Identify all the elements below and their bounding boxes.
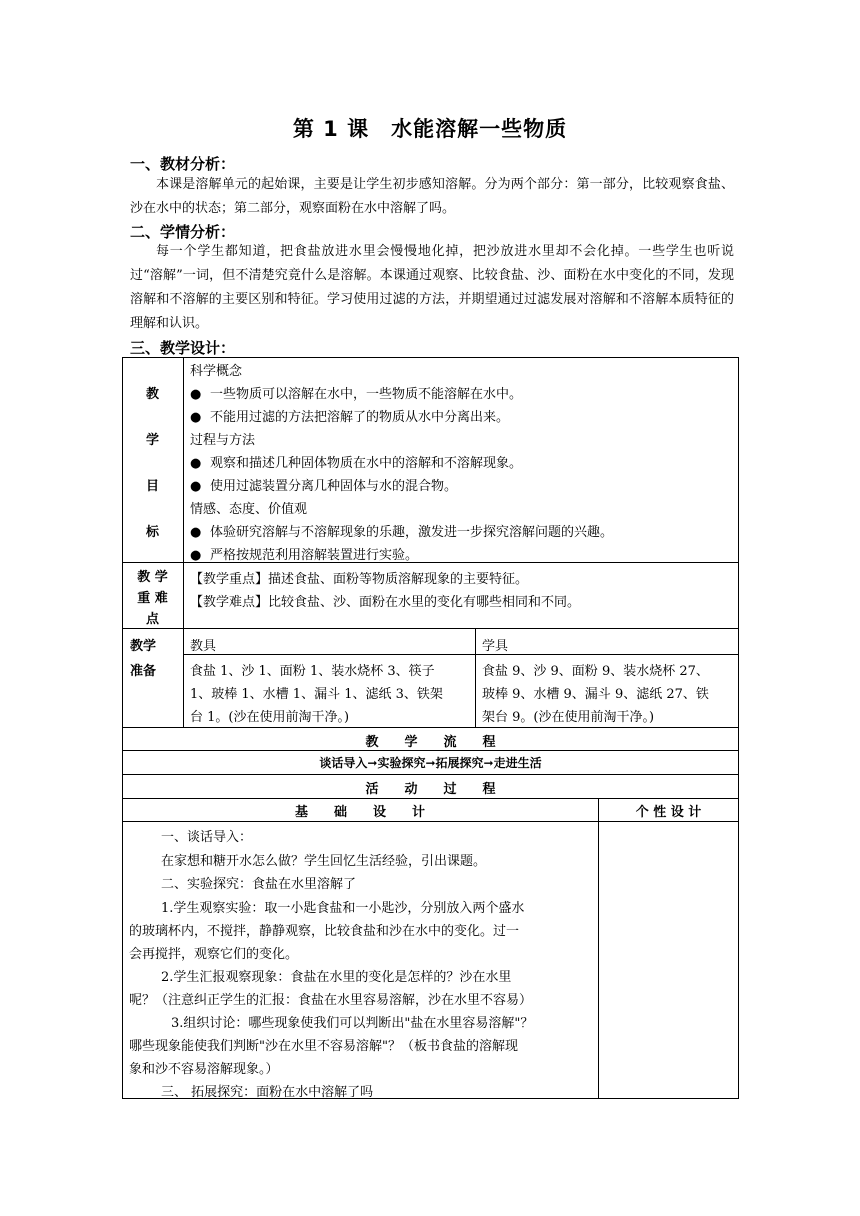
process-line: 3.组织讨论：哪些现象使我们可以判断出"盐在水里容易溶解"？ xyxy=(171,1016,534,1031)
student-tools-head: 学具 xyxy=(482,639,509,654)
section-heading-students: 二、学情分析： xyxy=(130,223,236,241)
process-line: 一、谈话导入： xyxy=(161,830,253,845)
table-divider xyxy=(475,628,476,727)
page-title xyxy=(0,113,860,143)
prep-label: 准备 xyxy=(130,664,157,679)
key-label: 教 学 xyxy=(137,570,168,585)
process-line: 的玻璃杯内，不搅拌，静静观察，比较食盐和沙在水中的变化。过一 xyxy=(129,924,520,939)
process-line: 象和沙不容易溶解现象。） xyxy=(129,1062,279,1077)
goals-item: ● 观察和描述几种固体物质在水中的溶解和不溶解现象。 xyxy=(190,456,523,471)
table-divider xyxy=(183,654,739,655)
process-line: 呢？（注意纠正学生的汇报：食盐在水里容易溶解，沙在水里不容易） xyxy=(129,993,533,1008)
process-line: 1.学生观察实验：取一小匙食盐和一小匙沙，分别放入两个盛水 xyxy=(161,901,525,916)
goals-category: 情感、态度、价值观 xyxy=(190,502,308,517)
goals-item: ● 不能用过滤的方法把溶解了的物质从水中分离出来。 xyxy=(190,410,510,425)
personal-design-heading: 个 性 设 计 xyxy=(635,805,702,820)
prep-label: 教学 xyxy=(130,639,157,654)
table-divider xyxy=(183,357,184,727)
basic-design-heading: 基 础 设 计 xyxy=(294,805,425,820)
table-divider xyxy=(122,727,739,728)
goals-item: ● 严格按规范利用溶解装置进行实验。 xyxy=(190,548,419,563)
process-line: 二、实验探究：食盐在水里溶解了 xyxy=(161,877,357,892)
activity-heading: 活 动 过 程 xyxy=(365,782,496,797)
goals-item: ● 体验研究溶解与不溶解现象的乐趣，激发进一步探究溶解问题的兴趣。 xyxy=(190,525,614,540)
table-divider xyxy=(122,750,739,751)
goals-label-char: 教 xyxy=(145,387,159,402)
student-tools-line: 食盐 9、沙 9、面粉 9、装水烧杯 27、 xyxy=(482,664,709,679)
lesson-name: 水能溶解一些物质 xyxy=(391,117,568,141)
process-line: 哪些现象能使我们判断"沙在水里不容易溶解"？（板书食盐的溶解现 xyxy=(129,1039,518,1054)
table-divider xyxy=(598,798,599,1099)
goals-category: 过程与方法 xyxy=(190,433,256,448)
goals-label-char: 学 xyxy=(145,433,159,448)
student-tools-line: 玻棒 9、水槽 9、漏斗 9、滤纸 27、铁 xyxy=(482,687,709,702)
table-divider xyxy=(122,821,739,822)
table-divider xyxy=(122,798,739,799)
goals-label-char: 标 xyxy=(145,525,159,540)
key-point: 【教学重点】描述食盐、面粉等物质溶解现象的主要特征。 xyxy=(190,572,529,587)
process-line: 三、 拓展探究：面粉在水中溶解了吗 xyxy=(161,1085,374,1100)
table-divider xyxy=(122,628,739,629)
section-text-students: 每一个学生都知道，把食盐放进水里会慢慢地化掉，把沙放进水里却不会化掉。一些学生也听说过“溶解”一词，但不清楚究竟什么是溶解。本课通过观察、比较食盐、沙、面粉在水中变化的不同，发现溶解和不溶解的主要区别和特征。学习使用过滤的方法，并期望通过过滤发展对溶解和不溶解本质特征的理解和认识。 xyxy=(130,244,734,331)
difficult-point: 【教学难点】比较食盐、沙、面粉在水里的变化有哪些相同和不同。 xyxy=(190,595,581,610)
section-heading-design: 三、教学设计： xyxy=(130,339,236,357)
goals-item: ● 一些物质可以溶解在水中，一些物质不能溶解在水中。 xyxy=(190,387,523,402)
process-line: 在家想和糖开水怎么做？学生回忆生活经验，引出课题。 xyxy=(161,854,487,869)
table-divider xyxy=(122,774,739,775)
teacher-tools-line: 1、玻棒 1、水槽 1、漏斗 1、滤纸 3、铁架 xyxy=(190,687,443,702)
process-line: 2.学生汇报观察现象：食盐在水里的变化是怎样的？沙在水里 xyxy=(161,970,512,985)
goals-label-char: 目 xyxy=(145,479,159,494)
teacher-tools-line: 食盐 1、沙 1、面粉 1、装水烧杯 3、筷子 xyxy=(190,664,435,679)
section-text-textbook: 本课是溶解单元的起始课，主要是让学生初步感知溶解。分为两个部分：第一部分，比较观察食盐、沙在水中的状态；第二部分，观察面粉在水中溶解了吗。 xyxy=(130,177,734,216)
goals-category: 科学概念 xyxy=(190,364,243,379)
flow-steps: 谈话导入➞实验探究➞拓展探究➞走进生活 xyxy=(319,756,542,770)
teacher-tools-line: 台 1。(沙在使用前淘干净。) xyxy=(190,710,350,725)
process-line: 会再搅拌，观察它们的变化。 xyxy=(129,947,299,962)
key-label: 重 难 xyxy=(137,591,168,606)
key-label: 点 xyxy=(145,612,159,627)
goals-item: ● 使用过滤装置分离几种固体与水的混合物。 xyxy=(190,479,458,494)
teacher-tools-head: 教具 xyxy=(190,639,217,654)
section-heading-textbook: 一、教材分析： xyxy=(130,155,236,173)
lesson-number: 第 1 课 xyxy=(292,117,370,141)
flow-heading: 教 学 流 程 xyxy=(365,735,496,750)
student-tools-line: 架台 9。(沙在使用前淘干净。) xyxy=(482,710,655,725)
